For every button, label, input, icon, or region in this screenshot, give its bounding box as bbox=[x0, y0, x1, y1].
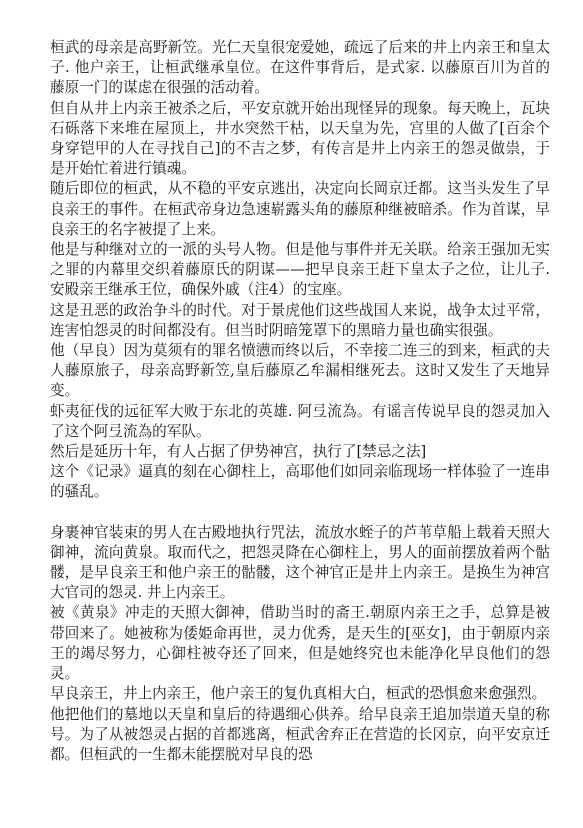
paragraph: 早良亲王，井上内亲王，他户亲王的复仇真相大白，桓武的恐惧愈来愈强烈。 bbox=[50, 685, 547, 703]
paragraph: 被《黄泉》冲走的天照大御神，借助当时的斋王.朝原内亲王之手，总算是被带回来了。她被称为倭姫命再世，灵力优秀，是天生的[巫女]，由于朝原内亲王的竭尽努力，心御柱被夺还了回来，但是她终究也未能净化早良他们的怨灵。 bbox=[50, 604, 550, 683]
paragraph: 这个《记录》逼真的刻在心御柱上，高耶他们如同亲临现场一样体验了一连串的骚乱。 bbox=[50, 463, 550, 501]
document-page bbox=[50, 38, 550, 765]
paragraph: 虾夷征伐的远征军大败于东北的英雄. 阿弖流為。有谣言传说早良的怨灵加入了这个阿弖流為的军队。 bbox=[50, 402, 550, 440]
paragraph: 他把他们的墓地以天皇和皇后的待遇细心供养。给早良亲王追加崇道天皇的称号。为了从被怨灵占据的首都逃离，桓武舍弃正在营造的长冈京，向平安京迁都。但桓武的一生都未能摆脱对早良的恐 bbox=[50, 705, 550, 763]
paragraph: 他（早良）因为莫须有的罪名愤懑而终以后，不幸接二连三的到来，桓武的夫人藤原旅子，母亲高野新笠,皇后藤原乙牟漏相继死去。这时又发生了天地异变。 bbox=[50, 342, 550, 400]
paragraph: 然后是延历十年，有人占据了伊势神宫，执行了[禁忌之法] bbox=[50, 443, 427, 461]
paragraph: 他是与种继对立的一派的头号人物。但是他与事件并无关联。给亲王强加无实之罪的内幕里交织着藤原氏的阴谋——把早良亲王赶下皇太子之位，让儿子.安殿亲王继承王位，确保外戚（注4）的宝座。 bbox=[50, 241, 550, 299]
paragraph: 这是丑恶的政治争斗的时代。对于景虎他们这些战国人来说，战争太过平常，连害怕怨灵的时间都没有。但当时阴暗笼罩下的黑暗力量也确实很强。 bbox=[50, 301, 550, 339]
paragraph: 随后即位的桓武，从不稳的平安京逃出，决定向长岡京迁都。这当头发生了早良亲王的事件。在桓武帝身边急速崭露头角的藤原种继被暗杀。作为首谋，早良亲王的名字被提了上来。 bbox=[50, 180, 550, 238]
paragraph: 但自从井上内亲王被杀之后，平安京就开始出现怪异的现象。每天晚上，瓦块石砾落下来堆在屋顶上，井水突然干枯，以天皇为先，宫里的人做了[百余个身穿铠甲的人在寻找自己]的不吉之梦，有传言是井上内亲王的怨灵做祟，于是开始忙着进行镇魂。 bbox=[50, 99, 550, 178]
paragraph: 身裹神官装束的男人在古殿地执行咒法，流放水蛭子的芦苇草船上载着天照大御神，流向黄泉。取而代之，把怨灵降在心御柱上，男人的面前摆放着两个骷髅，是早良亲王和他户亲王的骷髅，这个神官正是井上内亲王。是换生为神宫大官司的怨灵. 井上内亲王。 bbox=[50, 523, 550, 602]
paragraph: 桓武的母亲是高野新笠。光仁天皇很宠爱她，疏远了后来的井上内亲王和皇太子. 他户亲王，让桓武继承皇位。在这件事背后，是式家. 以藤原百川为首的藤原一门的谋虑在很强的活动着。 bbox=[50, 39, 550, 97]
